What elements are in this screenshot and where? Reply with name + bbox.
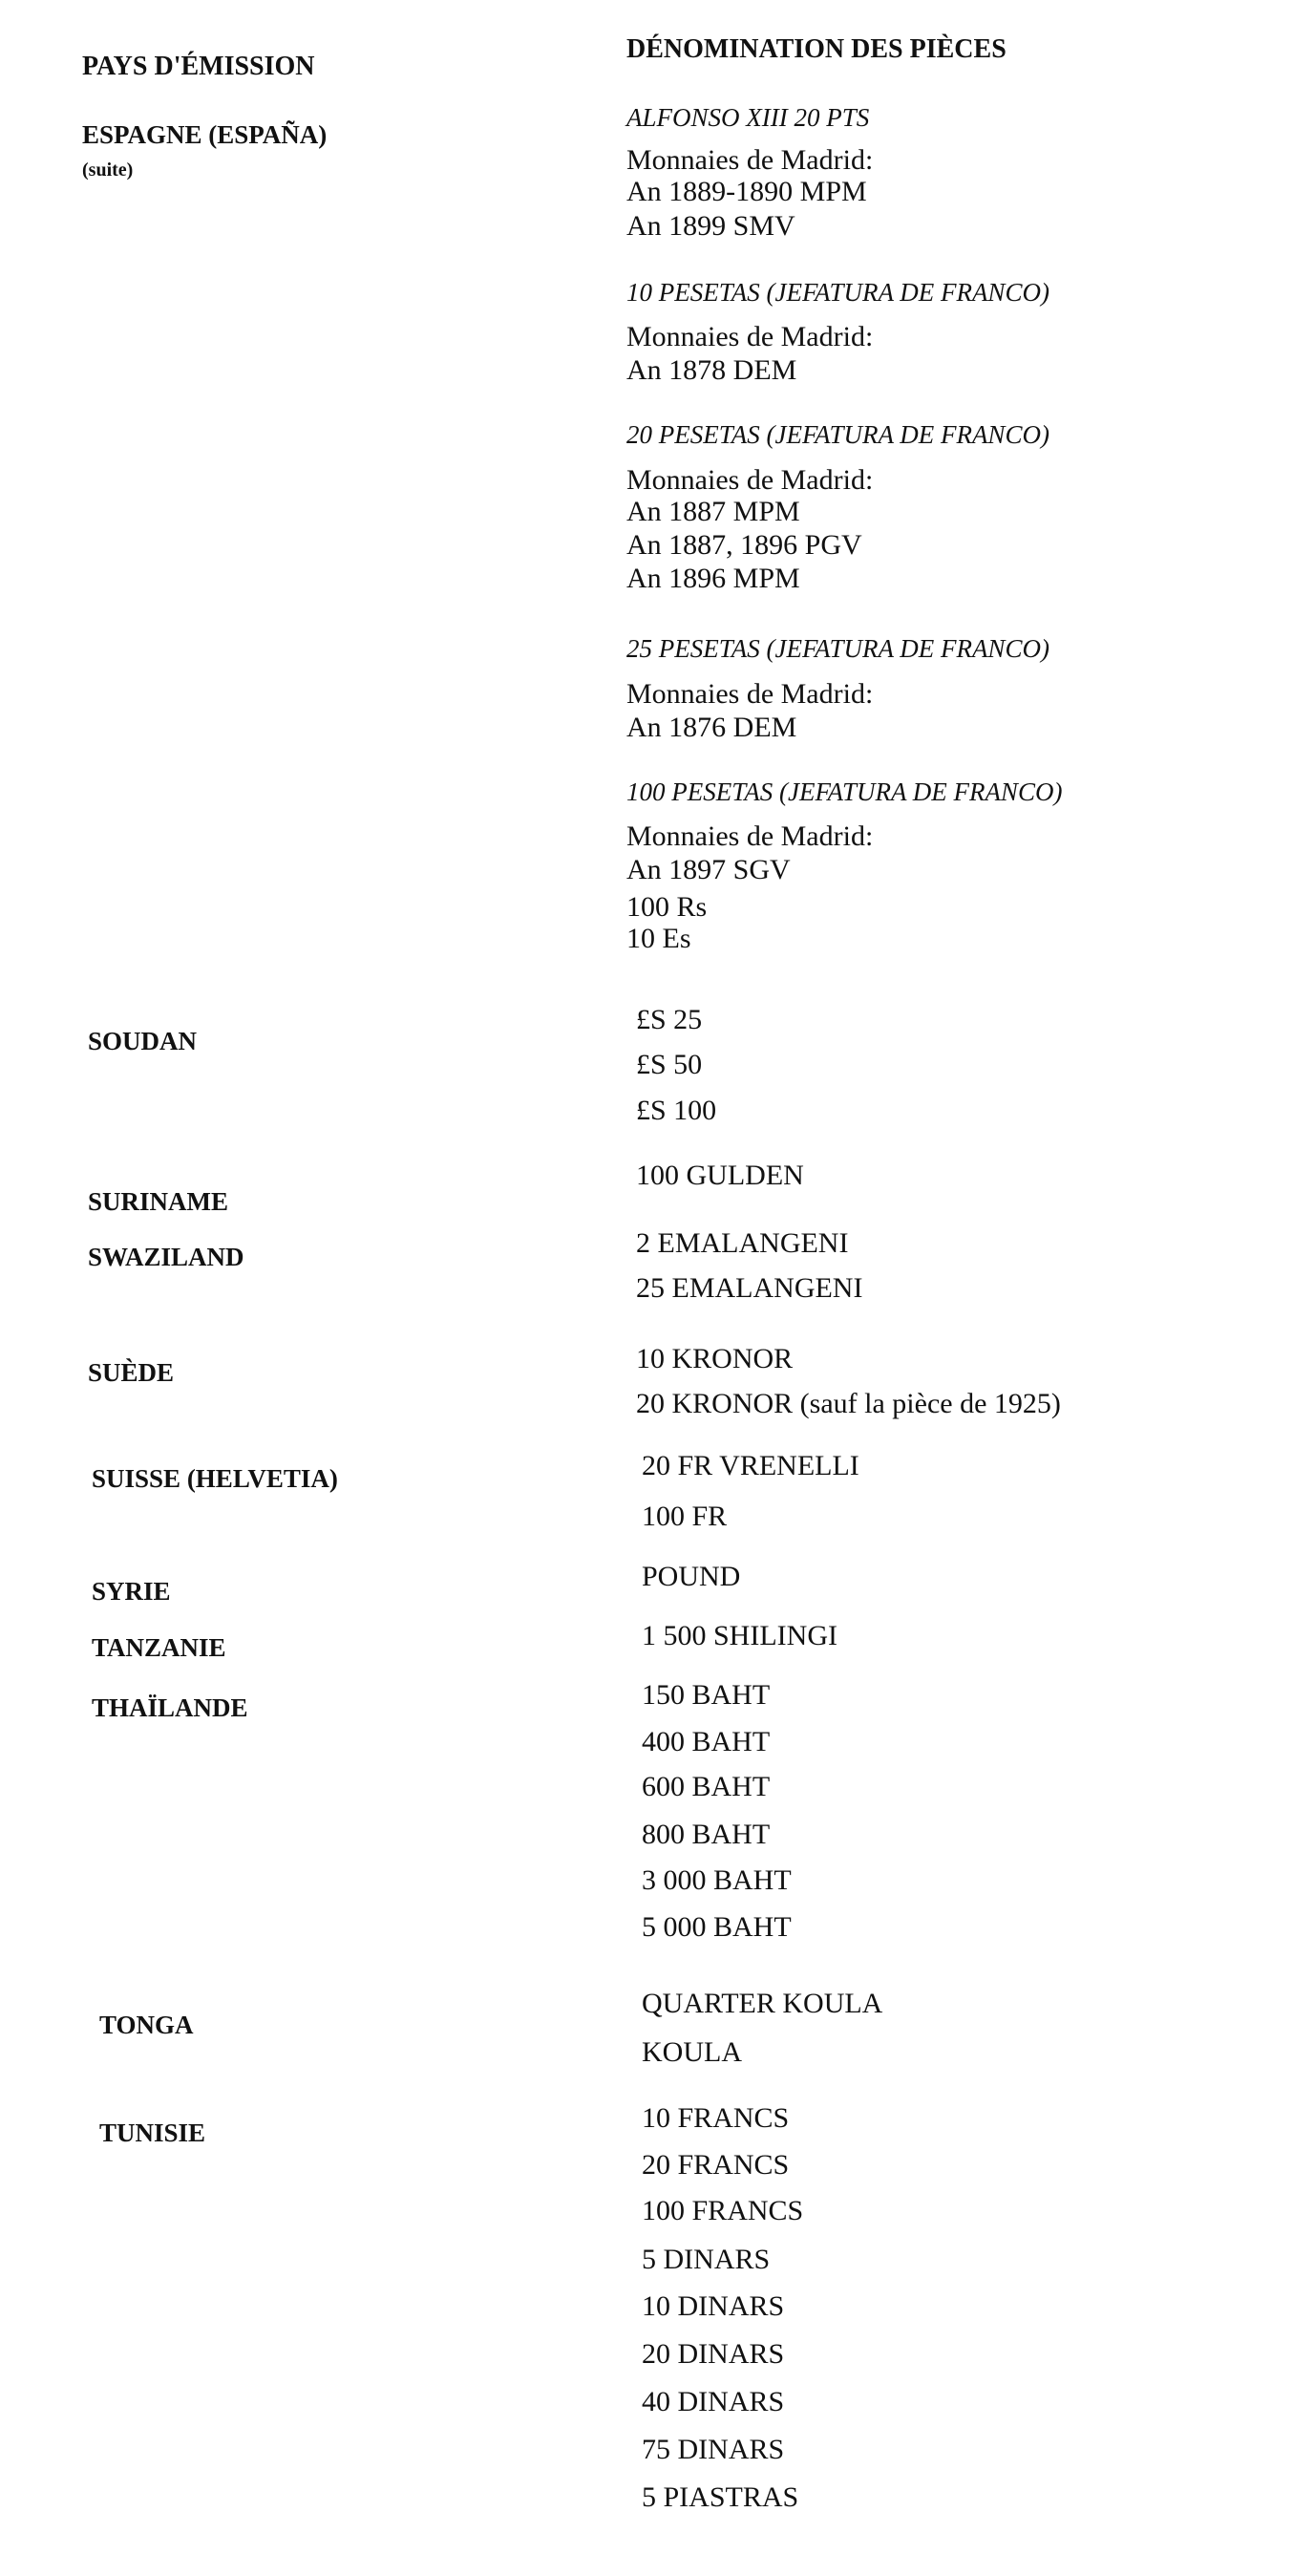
issuing-country: SOUDAN — [88, 1027, 198, 1055]
coin-denomination-line: An 1876 DEM — [626, 712, 797, 743]
coin-denomination-line: 1 500 SHILINGI — [642, 1620, 837, 1651]
coin-series-heading: 20 PESETAS (JEFATURA DE FRANCO) — [626, 420, 1049, 449]
coin-column-header: DÉNOMINATION DES PIÈCES — [626, 34, 1007, 64]
coin-denomination-line: POUND — [642, 1561, 741, 1592]
coin-series-heading: 25 PESETAS (JEFATURA DE FRANCO) — [626, 634, 1049, 663]
coin-series-heading: ALFONSO XIII 20 PTS — [626, 103, 870, 132]
issuing-country: SURINAME — [88, 1187, 229, 1216]
coin-denomination-line: 25 EMALANGENI — [636, 1272, 863, 1304]
issuing-country: SWAZILAND — [88, 1243, 244, 1271]
coin-denomination-line: Monnaies de Madrid: — [626, 820, 874, 852]
coin-denomination-line: KOULA — [642, 2036, 742, 2068]
coin-denomination-line: Monnaies de Madrid: — [626, 678, 874, 710]
issuing-country: SUISSE (HELVETIA) — [92, 1464, 338, 1493]
coin-denomination-line: 100 Rs — [626, 891, 708, 923]
coin-denomination-line: £S 25 — [636, 1004, 703, 1035]
coin-series-heading: 10 PESETAS (JEFATURA DE FRANCO) — [626, 278, 1049, 307]
coin-denomination-line: 20 KRONOR (sauf la pièce de 1925) — [636, 1388, 1061, 1419]
coin-denomination-line: £S 50 — [636, 1049, 703, 1080]
coin-denomination-line: 20 FR VRENELLI — [642, 1450, 859, 1481]
coin-denomination-line: 150 BAHT — [642, 1679, 771, 1711]
coin-denomination-line: An 1899 SMV — [626, 210, 795, 242]
coin-denomination-line: 5 PIASTRAS — [642, 2481, 799, 2513]
coin-denomination-line: 75 DINARS — [642, 2434, 785, 2465]
coin-denomination-line: 40 DINARS — [642, 2386, 785, 2417]
coin-denomination-line: 10 FRANCS — [642, 2102, 790, 2134]
country-note: (suite) — [82, 160, 134, 181]
issuing-country: TUNISIE — [99, 2118, 206, 2147]
coin-denomination-line: Monnaies de Madrid: — [626, 321, 874, 352]
coin-denomination-line: 5 DINARS — [642, 2244, 771, 2275]
coin-denomination-line: Monnaies de Madrid: — [626, 464, 874, 496]
coin-denomination-line: 100 FRANCS — [642, 2195, 804, 2226]
coin-denomination-line: An 1889-1890 MPM — [626, 176, 867, 207]
coin-denomination-line: An 1887 MPM — [626, 496, 800, 527]
issuing-country: ESPAGNE (ESPAÑA) — [82, 120, 328, 149]
issuing-country: TONGA — [99, 2011, 194, 2039]
coin-denomination-line: An 1897 SGV — [626, 854, 791, 885]
coin-denomination-line: 5 000 BAHT — [642, 1911, 792, 1943]
coin-denomination-line: 400 BAHT — [642, 1726, 771, 1757]
country-column-header: PAYS D'ÉMISSION — [82, 52, 315, 81]
coin-denomination-line: 10 Es — [626, 923, 691, 954]
coin-denomination-line: An 1887, 1896 PGV — [626, 529, 862, 561]
coin-denomination-line: 3 000 BAHT — [642, 1864, 792, 1896]
coin-denomination-line: £S 100 — [636, 1095, 717, 1126]
coin-denomination-line: 100 GULDEN — [636, 1160, 804, 1191]
coin-denomination-line: 600 BAHT — [642, 1771, 771, 1802]
coin-denomination-line: Monnaies de Madrid: — [626, 144, 874, 176]
issuing-country: SYRIE — [92, 1577, 171, 1606]
coin-denomination-line: 800 BAHT — [642, 1819, 771, 1850]
coin-series-heading: 100 PESETAS (JEFATURA DE FRANCO) — [626, 777, 1063, 806]
coin-denomination-line: 10 DINARS — [642, 2290, 785, 2322]
coin-denomination-line: An 1896 MPM — [626, 563, 800, 594]
coin-denomination-line: An 1878 DEM — [626, 354, 797, 386]
coin-denomination-line: 10 KRONOR — [636, 1343, 794, 1374]
issuing-country: SUÈDE — [88, 1358, 175, 1387]
coin-denomination-line: 20 DINARS — [642, 2338, 785, 2370]
coin-denomination-line: 100 FR — [642, 1501, 728, 1532]
coin-denomination-line: QUARTER KOULA — [642, 1988, 883, 2019]
issuing-country: THAÏLANDE — [92, 1693, 248, 1722]
coin-denomination-line: 2 EMALANGENI — [636, 1227, 849, 1259]
issuing-country: TANZANIE — [92, 1633, 226, 1662]
coin-denomination-line: 20 FRANCS — [642, 2149, 790, 2181]
